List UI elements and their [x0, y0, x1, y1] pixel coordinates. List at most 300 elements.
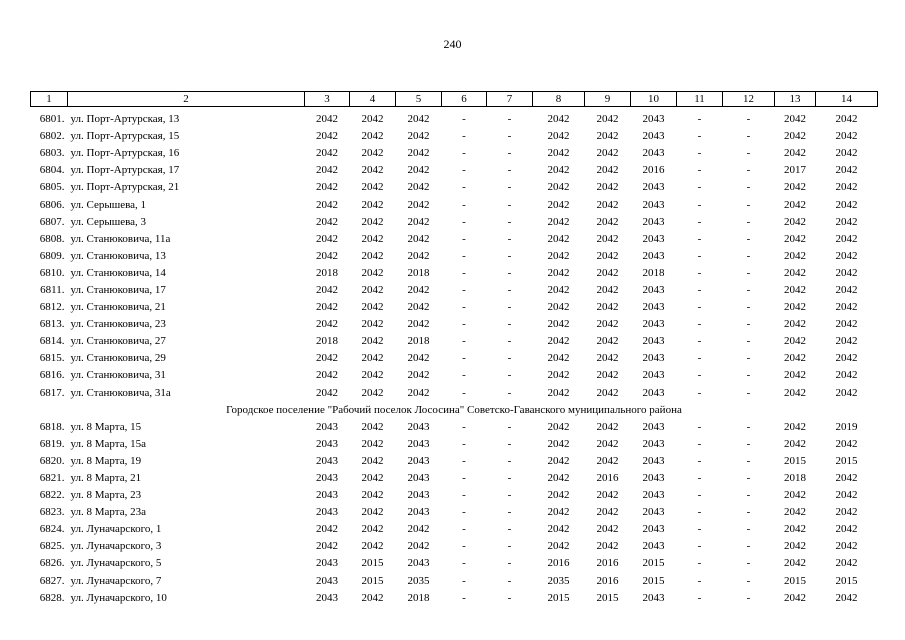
address-cell: ул. 8 Марта, 19: [70, 454, 142, 467]
year-cell: -: [746, 523, 751, 536]
year-cell: -: [507, 335, 512, 348]
year-cell: 2042: [835, 557, 858, 570]
year-cell: -: [462, 454, 466, 467]
year-cell: 2042: [784, 181, 806, 194]
address-cell: ул. Луначарского, 7: [70, 574, 162, 587]
year-cell: 2043: [642, 506, 665, 519]
year-cell: 2042: [547, 147, 570, 160]
year-cell: -: [507, 164, 512, 177]
year-cell: -: [507, 591, 512, 604]
year-cell: 2043: [642, 369, 665, 382]
year-cell: 2042: [835, 198, 858, 211]
year-cell: 2042: [547, 301, 570, 314]
table-row: [31, 555, 878, 572]
table-row: [31, 162, 878, 179]
year-cell: 2042: [596, 454, 619, 467]
year-cell: 2043: [642, 386, 665, 399]
year-cell: 2042: [547, 420, 570, 433]
table-row: [31, 470, 878, 487]
year-cell: 2043: [642, 523, 665, 536]
year-cell: -: [507, 113, 512, 126]
header-cell: 1: [31, 92, 68, 107]
year-cell: -: [507, 215, 512, 228]
year-cell: 2042: [547, 249, 570, 262]
year-cell: 2042: [835, 164, 858, 177]
year-cell: 2042: [316, 215, 338, 228]
year-cell: -: [746, 540, 751, 553]
year-cell: 2042: [784, 489, 806, 502]
year-cell: -: [697, 591, 702, 604]
row-number: 6819.: [39, 437, 65, 450]
year-cell: -: [507, 420, 512, 433]
year-cell: 2015: [784, 574, 806, 587]
address-cell: ул. Станюковича, 21: [70, 301, 166, 314]
year-cell: 2015: [642, 574, 665, 587]
year-cell: 2042: [361, 489, 384, 502]
year-cell: 2042: [835, 181, 858, 194]
year-cell: 2042: [407, 113, 430, 126]
row-number: 6820.: [39, 454, 65, 467]
table-row: [31, 282, 878, 299]
year-cell: -: [697, 489, 702, 502]
row-number: 6824.: [39, 523, 65, 536]
year-cell: -: [507, 249, 512, 262]
year-cell: 2043: [407, 489, 430, 502]
year-cell: -: [746, 335, 751, 348]
year-cell: 2043: [316, 437, 338, 450]
year-cell: 2043: [407, 472, 430, 485]
year-cell: 2042: [361, 301, 384, 314]
header-cell: 8: [533, 92, 585, 107]
year-cell: 2042: [835, 472, 858, 485]
year-cell: 2043: [407, 437, 430, 450]
year-cell: -: [746, 489, 751, 502]
year-cell: -: [507, 130, 512, 143]
row-number: 6825.: [39, 540, 65, 553]
year-cell: 2015: [784, 454, 806, 467]
year-cell: 2042: [596, 369, 619, 382]
year-cell: -: [462, 147, 466, 160]
address-cell: ул. Станюковича, 14: [70, 266, 166, 279]
year-cell: 2018: [316, 266, 338, 279]
year-cell: 2042: [547, 283, 570, 296]
year-cell: 2043: [642, 215, 665, 228]
year-cell: -: [507, 540, 512, 553]
year-cell: 2043: [642, 420, 665, 433]
row-number: 6803.: [39, 147, 65, 160]
row-number: 6818.: [39, 420, 65, 433]
address-cell: ул. Порт-Артурская, 16: [70, 147, 180, 160]
address-cell: ул. Станюковича, 29: [70, 352, 166, 365]
year-cell: -: [507, 386, 512, 399]
year-cell: 2043: [316, 472, 338, 485]
year-cell: -: [507, 523, 512, 536]
year-cell: -: [507, 557, 512, 570]
year-cell: -: [697, 437, 702, 450]
year-cell: 2042: [316, 164, 338, 177]
year-cell: 2042: [407, 232, 430, 245]
year-cell: -: [697, 164, 702, 177]
address-cell: ул. Станюковича, 23: [70, 318, 166, 331]
year-cell: 2042: [316, 352, 338, 365]
table-row: [31, 248, 878, 265]
table-row: [31, 214, 878, 231]
year-cell: -: [746, 352, 751, 365]
year-cell: -: [697, 147, 702, 160]
year-cell: 2042: [316, 301, 338, 314]
year-cell: 2042: [596, 318, 619, 331]
year-cell: 2043: [642, 437, 665, 450]
year-cell: 2042: [361, 540, 384, 553]
year-cell: -: [697, 181, 702, 194]
year-cell: -: [462, 232, 466, 245]
year-cell: 2042: [547, 472, 570, 485]
year-cell: -: [462, 369, 466, 382]
year-cell: 2042: [835, 540, 858, 553]
year-cell: 2042: [361, 113, 384, 126]
table-row: [31, 367, 878, 384]
year-cell: 2042: [361, 369, 384, 382]
year-cell: 2042: [784, 352, 806, 365]
table-row: [31, 385, 878, 402]
year-cell: 2042: [547, 540, 570, 553]
year-cell: 2016: [596, 472, 619, 485]
year-cell: -: [697, 369, 702, 382]
year-cell: 2018: [407, 591, 430, 604]
year-cell: 2042: [407, 540, 430, 553]
year-cell: 2043: [642, 198, 665, 211]
year-cell: 2042: [835, 113, 858, 126]
table-row: [31, 231, 878, 248]
year-cell: 2042: [361, 454, 384, 467]
year-cell: 2043: [316, 489, 338, 502]
year-cell: 2042: [547, 181, 570, 194]
year-cell: 2042: [596, 113, 619, 126]
year-cell: 2042: [361, 386, 384, 399]
table-row: [31, 196, 878, 213]
year-cell: 2042: [407, 352, 430, 365]
year-cell: 2043: [642, 489, 665, 502]
table-row: [31, 419, 878, 436]
year-cell: 2042: [835, 215, 858, 228]
year-cell: -: [697, 523, 702, 536]
year-cell: 2042: [361, 437, 384, 450]
year-cell: 2042: [784, 369, 806, 382]
year-cell: -: [462, 198, 466, 211]
year-cell: 2042: [596, 266, 619, 279]
year-cell: 2018: [407, 266, 430, 279]
row-number: 6805.: [39, 181, 65, 194]
address-cell: ул. Серышева, 3: [70, 215, 147, 228]
year-cell: -: [746, 574, 751, 587]
year-cell: -: [462, 130, 466, 143]
row-number: 6809.: [39, 249, 65, 262]
year-cell: 2043: [407, 506, 430, 519]
year-cell: 2042: [361, 318, 384, 331]
year-cell: -: [746, 318, 751, 331]
year-cell: 2042: [316, 540, 338, 553]
year-cell: 2043: [642, 130, 665, 143]
year-cell: -: [462, 437, 466, 450]
address-cell: ул. 8 Марта, 23: [70, 489, 142, 502]
year-cell: -: [746, 283, 751, 296]
year-cell: 2042: [596, 420, 619, 433]
header-cell: 14: [816, 92, 878, 107]
year-cell: -: [462, 266, 466, 279]
row-number: 6801.: [39, 113, 65, 126]
year-cell: 2042: [596, 437, 619, 450]
year-cell: -: [697, 420, 702, 433]
year-cell: 2042: [835, 301, 858, 314]
year-cell: 2042: [596, 147, 619, 160]
row-number: 6814.: [39, 335, 65, 348]
year-cell: 2042: [784, 249, 806, 262]
address-cell: ул. Луначарского, 3: [70, 540, 162, 553]
year-cell: -: [697, 318, 702, 331]
year-cell: -: [462, 386, 466, 399]
year-cell: 2042: [361, 506, 384, 519]
year-cell: -: [697, 335, 702, 348]
year-cell: -: [746, 420, 751, 433]
table-row: [31, 590, 878, 607]
year-cell: 2042: [784, 437, 806, 450]
row-number: 6812.: [39, 301, 65, 314]
year-cell: -: [462, 506, 466, 519]
address-cell: ул. Станюковича, 13: [70, 249, 166, 262]
year-cell: -: [507, 369, 512, 382]
year-cell: 2042: [547, 335, 570, 348]
address-cell: ул. Луначарского, 10: [70, 591, 167, 604]
year-cell: 2042: [835, 489, 858, 502]
year-cell: 2042: [835, 369, 858, 382]
year-cell: 2042: [784, 266, 806, 279]
year-cell: 2042: [361, 420, 384, 433]
page-number: 240: [443, 37, 462, 51]
year-cell: -: [462, 420, 466, 433]
year-cell: -: [746, 506, 751, 519]
year-cell: 2042: [547, 454, 570, 467]
year-cell: 2042: [784, 283, 806, 296]
year-cell: 2043: [642, 249, 665, 262]
year-cell: 2042: [596, 301, 619, 314]
year-cell: -: [507, 574, 512, 587]
year-cell: 2043: [642, 147, 665, 160]
year-cell: 2042: [316, 181, 338, 194]
year-cell: 2043: [642, 318, 665, 331]
year-cell: 2015: [642, 557, 665, 570]
row-number: 6813.: [39, 318, 65, 331]
year-cell: -: [697, 266, 702, 279]
table-row: [31, 504, 878, 521]
year-cell: 2042: [316, 198, 338, 211]
year-cell: 2042: [835, 506, 858, 519]
header-cell: 6: [442, 92, 487, 107]
year-cell: 2019: [835, 420, 858, 433]
year-cell: 2042: [407, 164, 430, 177]
year-cell: -: [746, 147, 751, 160]
year-cell: -: [746, 301, 751, 314]
year-cell: 2042: [547, 198, 570, 211]
year-cell: 2042: [361, 232, 384, 245]
year-cell: -: [462, 215, 466, 228]
year-cell: 2035: [407, 574, 430, 587]
year-cell: -: [746, 249, 751, 262]
year-cell: 2043: [407, 420, 430, 433]
year-cell: 2016: [596, 557, 619, 570]
table-row: [31, 453, 878, 470]
table-row: [31, 487, 878, 504]
header-cell: 10: [631, 92, 677, 107]
year-cell: 2015: [361, 574, 384, 587]
row-number: 6827.: [39, 574, 65, 587]
year-cell: 2015: [835, 574, 858, 587]
year-cell: 2042: [361, 215, 384, 228]
year-cell: -: [462, 540, 466, 553]
year-cell: 2042: [596, 352, 619, 365]
year-cell: -: [507, 472, 512, 485]
section-title: Городское поселение "Рабочий поселок Лососина" Советско-Гаванского муниципального района: [226, 403, 682, 416]
year-cell: 2042: [547, 437, 570, 450]
year-cell: 2042: [596, 181, 619, 194]
year-cell: -: [746, 232, 751, 245]
year-cell: 2017: [784, 164, 806, 177]
header-cell: 3: [305, 92, 350, 107]
year-cell: 2042: [596, 130, 619, 143]
year-cell: -: [507, 232, 512, 245]
year-cell: 2042: [361, 283, 384, 296]
row-number: 6802.: [39, 130, 65, 143]
address-cell: ул. 8 Марта, 15: [70, 420, 142, 433]
address-cell: ул. Порт-Артурская, 17: [70, 164, 180, 177]
year-cell: -: [507, 147, 512, 160]
table-row: [31, 350, 878, 367]
address-cell: ул. Порт-Артурская, 15: [70, 130, 180, 143]
year-cell: -: [697, 574, 702, 587]
year-cell: 2016: [596, 574, 619, 587]
year-cell: 2042: [361, 352, 384, 365]
year-cell: -: [697, 232, 702, 245]
year-cell: 2042: [407, 386, 430, 399]
year-cell: 2042: [596, 540, 619, 553]
year-cell: 2042: [835, 147, 858, 160]
table-row: [31, 538, 878, 555]
year-cell: 2042: [316, 523, 338, 536]
year-cell: 2042: [835, 352, 858, 365]
year-cell: 2043: [642, 301, 665, 314]
row-number: 6817.: [39, 386, 65, 399]
year-cell: 2042: [407, 318, 430, 331]
row-number: 6807.: [39, 215, 65, 228]
table-row: [31, 107, 878, 129]
year-cell: -: [697, 506, 702, 519]
year-cell: -: [746, 198, 751, 211]
year-cell: 2042: [835, 130, 858, 143]
year-cell: 2043: [642, 113, 665, 126]
year-cell: 2042: [316, 369, 338, 382]
year-cell: -: [507, 266, 512, 279]
year-cell: 2042: [596, 164, 619, 177]
year-cell: 2042: [547, 369, 570, 382]
row-number: 6808.: [39, 232, 65, 245]
year-cell: 2042: [361, 164, 384, 177]
year-cell: 2043: [316, 420, 338, 433]
row-number: 6821.: [39, 472, 65, 485]
address-cell: ул. 8 Марта, 15а: [70, 437, 146, 450]
year-cell: -: [746, 557, 751, 570]
year-cell: -: [462, 113, 466, 126]
year-cell: 2042: [547, 164, 570, 177]
year-cell: -: [462, 301, 466, 314]
table-body: [31, 92, 878, 607]
year-cell: -: [746, 266, 751, 279]
table-row: [31, 521, 878, 538]
row-number: 6822.: [39, 489, 65, 502]
year-cell: -: [462, 164, 466, 177]
year-cell: 2043: [316, 591, 338, 604]
year-cell: -: [697, 386, 702, 399]
year-cell: 2042: [407, 198, 430, 211]
year-cell: -: [746, 437, 751, 450]
year-cell: 2042: [547, 113, 570, 126]
year-cell: -: [697, 352, 702, 365]
year-cell: -: [462, 472, 466, 485]
year-cell: 2015: [361, 557, 384, 570]
year-cell: 2042: [547, 215, 570, 228]
year-cell: -: [697, 249, 702, 262]
year-cell: 2043: [642, 352, 665, 365]
year-cell: 2042: [316, 386, 338, 399]
year-cell: 2042: [784, 147, 806, 160]
table-row: [31, 573, 878, 590]
year-cell: 2042: [596, 215, 619, 228]
year-cell: 2043: [316, 454, 338, 467]
year-cell: 2042: [316, 283, 338, 296]
year-cell: 2015: [596, 591, 619, 604]
year-cell: 2042: [784, 557, 806, 570]
year-cell: -: [462, 335, 466, 348]
row-number: 6816.: [39, 369, 65, 382]
year-cell: 2042: [316, 147, 338, 160]
year-cell: 2043: [407, 454, 430, 467]
year-cell: -: [462, 489, 466, 502]
year-cell: 2042: [547, 266, 570, 279]
year-cell: -: [462, 523, 466, 536]
year-cell: -: [697, 198, 702, 211]
year-cell: 2042: [835, 523, 858, 536]
table-row: [31, 265, 878, 282]
year-cell: 2042: [835, 335, 858, 348]
year-cell: 2043: [642, 591, 665, 604]
year-cell: 2042: [361, 249, 384, 262]
address-cell: ул. Порт-Артурская, 21: [70, 181, 180, 194]
year-cell: 2042: [596, 386, 619, 399]
year-cell: 2042: [547, 386, 570, 399]
year-cell: 2042: [596, 506, 619, 519]
row-number: 6828.: [39, 591, 65, 604]
table-row: [31, 299, 878, 316]
year-cell: 2042: [361, 523, 384, 536]
year-cell: 2016: [642, 164, 665, 177]
year-cell: 2016: [547, 557, 570, 570]
year-cell: -: [697, 557, 702, 570]
year-cell: 2043: [642, 540, 665, 553]
table-row: [31, 145, 878, 162]
year-cell: 2042: [835, 386, 858, 399]
year-cell: -: [507, 489, 512, 502]
year-cell: 2018: [784, 472, 806, 485]
row-number: 6811.: [40, 283, 65, 296]
year-cell: 2042: [407, 130, 430, 143]
